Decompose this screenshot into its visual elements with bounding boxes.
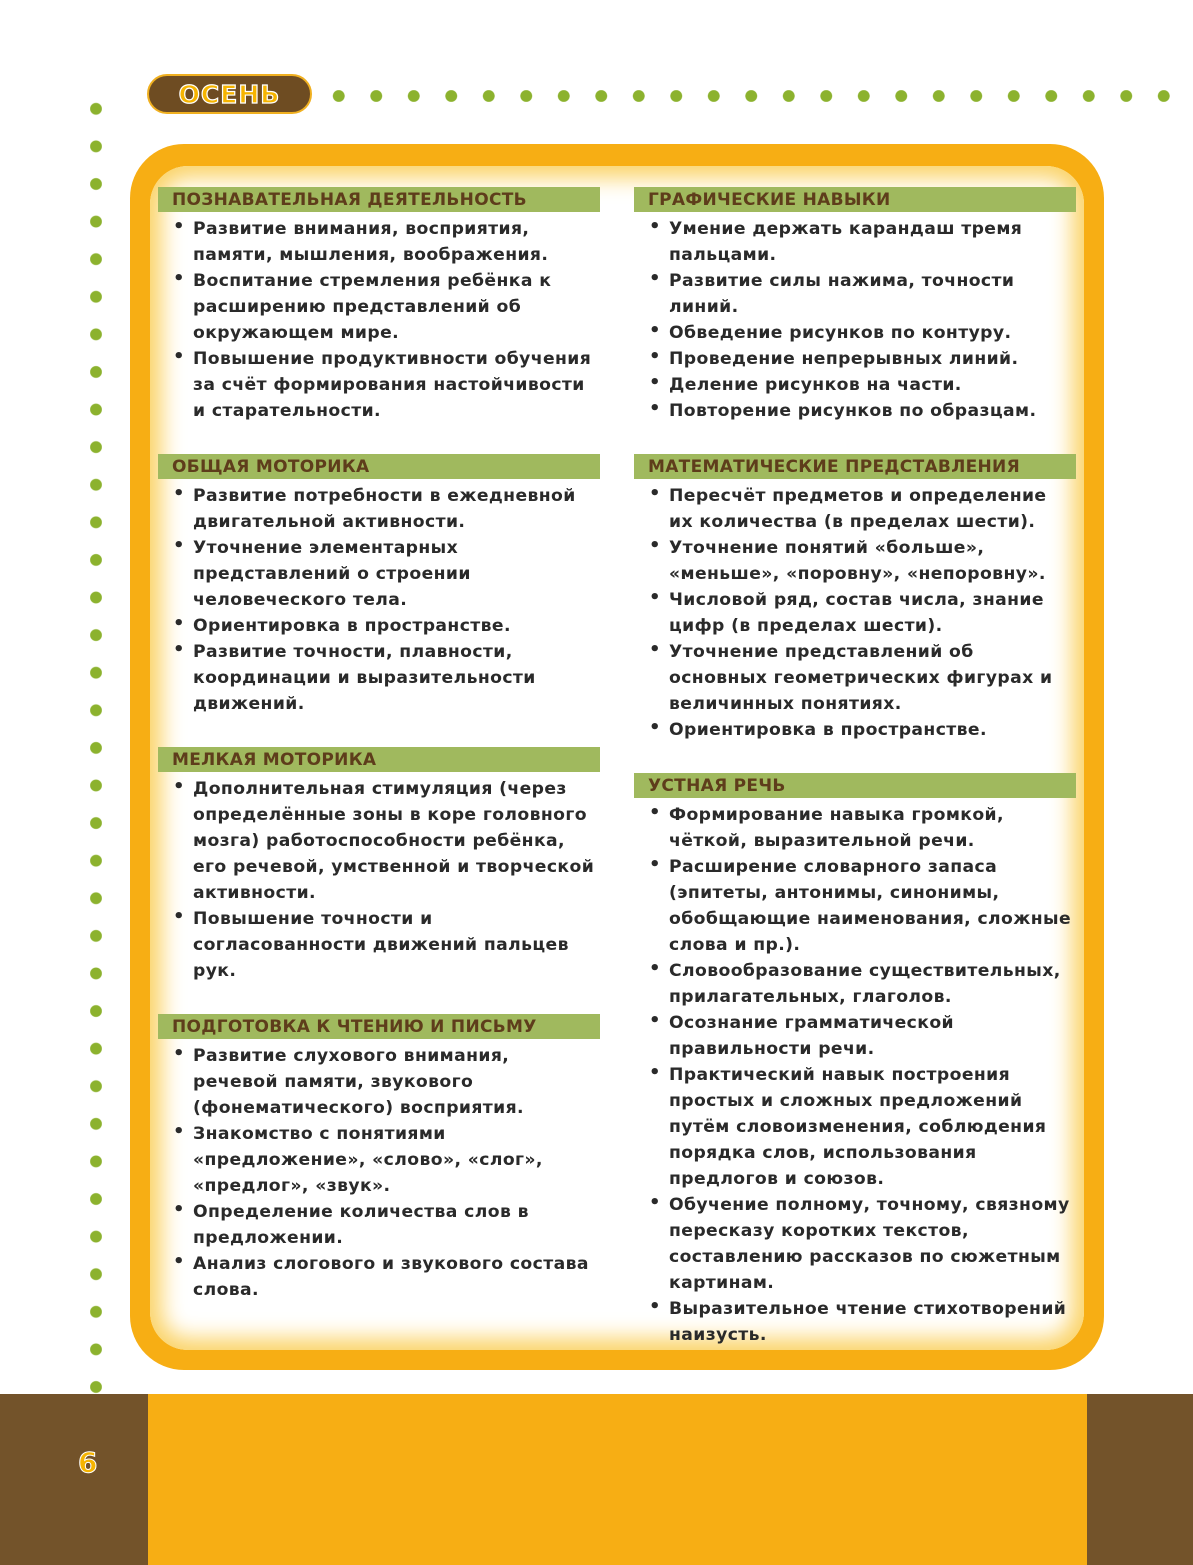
- item-list: [634, 483, 1076, 743]
- list-item: • Числовой ряд, состав числа, знание цифр (в пределах шести).: [634, 587, 1076, 639]
- footer-left-block: [0, 1394, 148, 1565]
- footer-band: [0, 1394, 1193, 1565]
- section-heading: МЕЛКАЯ МОТОРИКА: [158, 747, 600, 772]
- list-item: • Повторение рисунков по образцам.: [634, 398, 1076, 424]
- section-speech: [634, 773, 1076, 1348]
- item-list: [158, 216, 600, 424]
- list-item: • Анализ слогового и звукового состава слова.: [158, 1251, 600, 1303]
- list-item: • Знакомство с понятиями «предложение», «слово», «слог», «предлог», «звук».: [158, 1121, 600, 1199]
- section-fine-motor: [158, 747, 600, 984]
- list-item: • Уточнение понятий «больше», «меньше», «поровну», «непоровну».: [634, 535, 1076, 587]
- season-title: ОСЕНЬ: [178, 79, 281, 109]
- section-gross-motor: [158, 454, 600, 717]
- list-item: • Расширение словарного запаса (эпитеты, антонимы, синонимы, обобщающие наименования, сложные слова и пр.).: [634, 854, 1076, 958]
- list-item: • Практический навык построения простых и сложных предложений путём словоизменения, соблюдения порядка слов, использования предлогов и союзов.: [634, 1062, 1076, 1192]
- left-column: [158, 187, 600, 1333]
- list-item: • Ориентировка в пространстве.: [634, 717, 1076, 743]
- list-item: • Повышение продуктивности обучения за счёт формирования настойчивости и старательности.: [158, 346, 600, 424]
- section-heading: ГРАФИЧЕСКИЕ НАВЫКИ: [634, 187, 1076, 212]
- list-item: • Пересчёт предметов и определение их количества (в пределах шести).: [634, 483, 1076, 535]
- item-list: [634, 802, 1076, 1348]
- list-item: • Развитие внимания, восприятия, памяти, мышления, воображения.: [158, 216, 600, 268]
- list-item: • Обучение полному, точному, связному пересказу коротких текстов, составлению рассказов по сюжетным картинам.: [634, 1192, 1076, 1296]
- section-graphic-skills: [634, 187, 1076, 424]
- list-item: • Выразительное чтение стихотворений наизусть.: [634, 1296, 1076, 1348]
- season-tab: [147, 74, 312, 114]
- section-heading: ПОДГОТОВКА К ЧТЕНИЮ И ПИСЬМУ: [158, 1014, 600, 1039]
- section-cognitive: [158, 187, 600, 424]
- list-item: • Развитие точности, плавности, координации и выразительности движений.: [158, 639, 600, 717]
- item-list: [158, 483, 600, 717]
- section-reading-writing: [158, 1014, 600, 1303]
- list-item: • Формирование навыка громкой, чёткой, выразительной речи.: [634, 802, 1076, 854]
- footer-right-block: [1087, 1394, 1193, 1565]
- item-list: [158, 1043, 600, 1303]
- item-list: [634, 216, 1076, 424]
- section-heading: УСТНАЯ РЕЧЬ: [634, 773, 1076, 798]
- page-number: 6: [78, 1446, 98, 1479]
- list-item: • Развитие силы нажима, точности линий.: [634, 268, 1076, 320]
- list-item: • Уточнение представлений об основных геометрических фигурах и величинных понятиях.: [634, 639, 1076, 717]
- section-heading: ОБЩАЯ МОТОРИКА: [158, 454, 600, 479]
- list-item: • Умение держать карандаш тремя пальцами.: [634, 216, 1076, 268]
- list-item: • Дополнительная стимуляция (через определённые зоны в коре головного мозга) работоспособности ребёнка, его речевой, умственной и творческой активности.: [158, 776, 600, 906]
- list-item: • Осознание грамматической правильности речи.: [634, 1010, 1076, 1062]
- list-item: • Повышение точности и согласованности движений пальцев рук.: [158, 906, 600, 984]
- section-math: [634, 454, 1076, 743]
- right-column: [634, 187, 1076, 1378]
- list-item: • Уточнение элементарных представлений о строении человеческого тела.: [158, 535, 600, 613]
- list-item: • Обведение рисунков по контуру.: [634, 320, 1076, 346]
- horizontal-dot-border: [320, 90, 1193, 102]
- list-item: • Деление рисунков на части.: [634, 372, 1076, 398]
- list-item: • Словообразование существительных, прилагательных, глаголов.: [634, 958, 1076, 1010]
- list-item: • Проведение непрерывных линий.: [634, 346, 1076, 372]
- list-item: • Развитие потребности в ежедневной двигательной активности.: [158, 483, 600, 535]
- list-item: • Определение количества слов в предложении.: [158, 1199, 600, 1251]
- list-item: • Воспитание стремления ребёнка к расширению представлений об окружающем мире.: [158, 268, 600, 346]
- list-item: • Ориентировка в пространстве.: [158, 613, 600, 639]
- vertical-dot-border: [90, 90, 102, 1395]
- list-item: • Развитие слухового внимания, речевой памяти, звукового (фонематического) восприятия.: [158, 1043, 600, 1121]
- section-heading: МАТЕМАТИЧЕСКИЕ ПРЕДСТАВЛЕНИЯ: [634, 454, 1076, 479]
- section-heading: ПОЗНАВАТЕЛЬНАЯ ДЕЯТЕЛЬНОСТЬ: [158, 187, 600, 212]
- item-list: [158, 776, 600, 984]
